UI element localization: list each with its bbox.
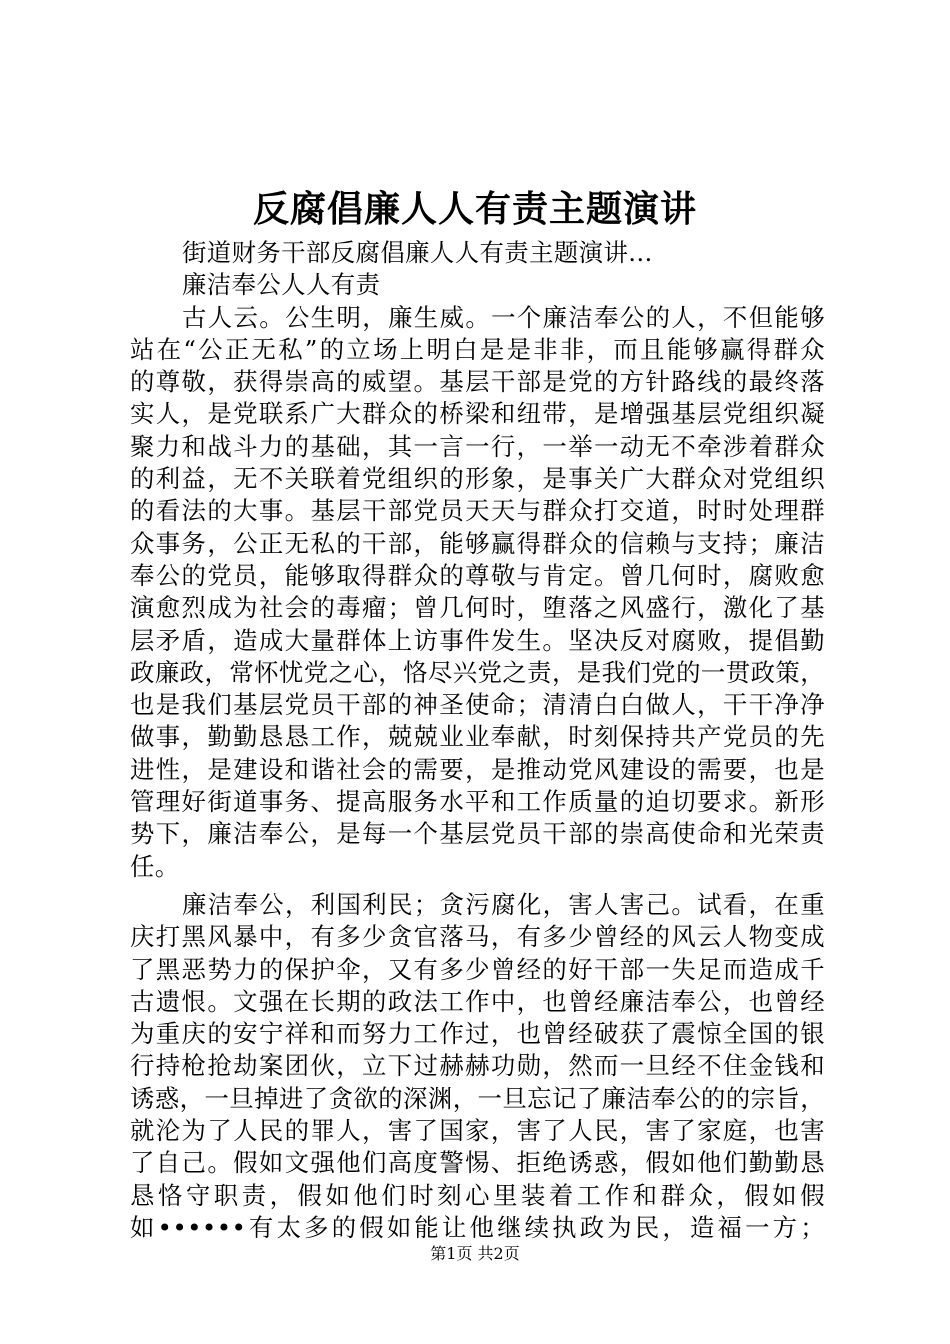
paragraph-1-line: 众事务，公正无私的干部，能够赢得群众的信赖与支持；廉洁 [130, 528, 825, 558]
paragraph-2-line: 了黑恶势力的保护伞，又有多少曾经的好干部一失足而造成千 [130, 954, 825, 984]
page-number-footer: 第1页 共2页 [430, 1244, 520, 1263]
paragraph-1-line: 站在“公正无私”的立场上明白是是非非，而且能够赢得群众 [130, 334, 825, 364]
paragraph-2-line: 行持枪抢劫案团伙，立下过赫赫功勋，然而一旦经不住金钱和 [130, 1051, 825, 1081]
paragraph-1-line: 政廉政，常怀忧党之心，恪尽兴党之责，是我们党的一贯政策， [130, 657, 825, 687]
paragraph-1-line: 古人云。公生明，廉生威。一个廉洁奉公的人，不但能够 [182, 302, 825, 332]
paragraph-1-line: 的看法的大事。基层干部党员天天与群众打交道，时时处理群 [130, 496, 825, 526]
paragraph-2-line: 诱惑，一旦掉进了贪欲的深渊，一旦忘记了廉洁奉公的的宗旨， [130, 1083, 825, 1113]
paragraph-1-line: 奉公的党员，能够取得群众的尊敬与肯定。曾几何时，腐败愈 [130, 560, 825, 590]
paragraph-2-line: 古遗恨。文强在长期的政法工作中，也曾经廉洁奉公，也曾经 [130, 986, 825, 1016]
heading-line: 廉洁奉公人人有责 [182, 270, 381, 300]
paragraph-1-line: 任。 [130, 851, 180, 881]
paragraph-2-line: 廉洁奉公，利国利民；贪污腐化，害人害己。试看，在重 [182, 889, 825, 919]
paragraph-1-line: 演愈烈成为社会的毒瘤；曾几何时，堕落之风盛行，激化了基 [130, 593, 825, 623]
document-title: 反腐倡廉人人有责主题演讲 [252, 188, 697, 230]
paragraph-2-line: 为重庆的安宁祥和而努力工作过，也曾经破获了震惊全国的银 [130, 1019, 825, 1049]
paragraph-2-line: 就沦为了人民的罪人，害了国家，害了人民，害了家庭，也害 [130, 1116, 825, 1146]
paragraph-1-line: 进性，是建设和谐社会的需要，是推动党风建设的需要，也是 [130, 754, 825, 784]
paragraph-2-line: 了自己。假如文强他们高度警惕、拒绝诱惑，假如他们勤勤恳 [130, 1148, 825, 1178]
paragraph-1 [130, 302, 825, 883]
paragraph-2-line: 如••••••有太多的假如能让他继续执政为民，造福一方； [130, 1212, 825, 1242]
paragraph-2-line: 庆打黑风暴中，有多少贪官落马，有多少曾经的风云人物变成 [130, 922, 825, 952]
paragraph-1-line: 也是我们基层党员干部的神圣使命；清清白白做人，干干净净 [130, 690, 825, 720]
paragraph-1-line: 的尊敬，获得崇高的威望。基层干部是党的方针路线的最终落 [130, 367, 825, 397]
subtitle-line: 街道财务干部反腐倡廉人人有责主题演讲... [182, 238, 653, 267]
paragraph-1-line: 管理好街道事务、提高服务水平和工作质量的迫切要求。新形 [130, 787, 825, 817]
document-body [130, 237, 825, 1244]
paragraph-1-line: 实人，是党联系广大群众的桥梁和纽带，是增强基层党组织凝 [130, 399, 825, 429]
paragraph-2 [130, 889, 825, 1244]
paragraph-2-line: 恳恪守职责，假如他们时刻心里装着工作和群众，假如假 [130, 1180, 825, 1210]
paragraph-1-line: 做事，勤勤恳恳工作，兢兢业业奉献，时刻保持共产党员的先 [130, 722, 825, 752]
paragraph-1-line: 的利益，无不关联着党组织的形象，是事关广大群众对党组织 [130, 464, 825, 494]
paragraph-1-line: 聚力和战斗力的基础，其一言一行，一举一动无不牵涉着群众 [130, 431, 825, 461]
paragraph-1-line: 层矛盾，造成大量群体上访事件发生。坚决反对腐败，提倡勤 [130, 625, 825, 655]
paragraph-1-line: 势下，廉洁奉公，是每一个基层党员干部的崇高使命和光荣责 [130, 819, 825, 849]
